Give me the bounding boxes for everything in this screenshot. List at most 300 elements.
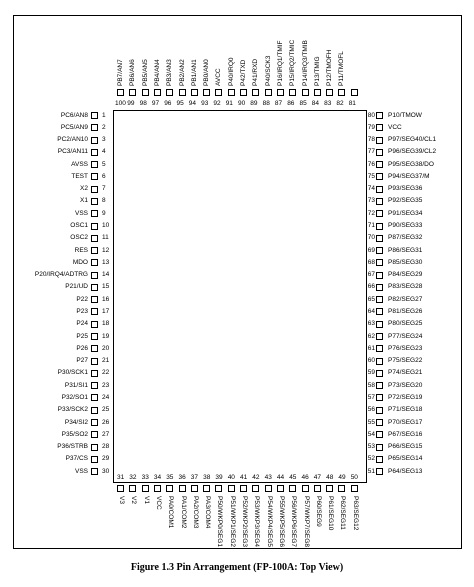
- pin-box: [376, 223, 383, 230]
- pin-number: 91: [225, 100, 233, 107]
- pin-number: 59: [367, 369, 375, 377]
- pin-label: P77/SEG24: [388, 332, 423, 340]
- pin-number: 45: [289, 474, 297, 481]
- pin-number: 54: [367, 430, 375, 438]
- pin-label: MDO: [72, 258, 88, 266]
- pin-number: 1: [102, 111, 106, 119]
- pin-label: PB4/AN4: [153, 59, 161, 86]
- pin-box: [302, 89, 309, 96]
- pin-number: 27: [102, 430, 110, 438]
- pin-label: P36/STRB: [57, 443, 88, 451]
- pin-box: [314, 485, 321, 492]
- pin-label: X1: [80, 197, 88, 205]
- pin-number: 64: [367, 307, 375, 315]
- pin-label: AVSS: [71, 160, 88, 168]
- pin-box: [91, 210, 98, 217]
- pin-label: P57/WKP7/SEG8: [302, 496, 310, 547]
- pin-box: [376, 345, 383, 352]
- pin-label: P40/SCK3: [264, 55, 272, 86]
- pin-box: [142, 89, 149, 96]
- pin-number: 55: [367, 418, 375, 426]
- pin-label: PA0/COM1: [167, 496, 175, 529]
- pin-number: 93: [201, 100, 209, 107]
- pin-number: 84: [311, 100, 320, 107]
- pin-label: P27: [76, 357, 88, 365]
- pin-number: 86: [287, 100, 295, 107]
- pin-label: PA3/COM4: [204, 496, 212, 529]
- pin-label: OSC2: [70, 234, 88, 242]
- pin-box: [376, 444, 383, 451]
- pin-number: 97: [151, 100, 160, 107]
- pin-box: [376, 149, 383, 156]
- pin-label: PB6/AN6: [129, 59, 137, 86]
- pin-box: [91, 272, 98, 279]
- pin-label: P86/SEG31: [388, 246, 423, 254]
- pin-box: [91, 345, 98, 352]
- pin-number: 76: [367, 160, 375, 168]
- pin-label: P66/SEG15: [388, 443, 423, 451]
- chip-package: [113, 110, 367, 483]
- pin-box: [376, 370, 383, 377]
- pin-box: [277, 89, 284, 96]
- pin-box: [129, 485, 136, 492]
- pin-label: P82/SEG27: [388, 295, 423, 303]
- pin-number: 8: [102, 197, 106, 205]
- pin-number: 69: [367, 246, 375, 254]
- pin-label: P93/SEG36: [388, 185, 423, 193]
- pin-box: [91, 247, 98, 254]
- pin-number: 67: [367, 271, 375, 279]
- pin-box: [338, 485, 345, 492]
- pin-number: 51: [367, 467, 375, 475]
- pin-box: [91, 407, 98, 414]
- pin-number: 42: [252, 474, 260, 481]
- pin-box: [215, 89, 222, 96]
- pin-box: [191, 89, 198, 96]
- pin-box: [376, 272, 383, 279]
- pin-number: 28: [102, 443, 110, 451]
- pin-box: [91, 112, 98, 119]
- pin-box: [91, 394, 98, 401]
- pin-box: [376, 235, 383, 242]
- pin-label: P52/WKP2/SEG3: [241, 496, 248, 547]
- pin-box: [351, 485, 358, 492]
- pin-label: P34/SI2: [64, 418, 88, 426]
- pin-label: P10/TMOW: [388, 111, 422, 119]
- pin-box: [91, 223, 98, 230]
- pin-label: P30/SCK1: [57, 369, 88, 377]
- pin-number: 82: [336, 100, 344, 107]
- pin-number: 79: [367, 123, 375, 131]
- pin-box: [91, 235, 98, 242]
- pin-box: [91, 124, 98, 131]
- pin-label: P42/TXD: [240, 59, 247, 86]
- pin-label: VSS: [74, 467, 88, 475]
- pin-number: 75: [367, 172, 375, 180]
- pin-label: P83/SEG28: [388, 283, 423, 291]
- pin-label: VCC: [154, 496, 162, 510]
- pin-box: [314, 89, 321, 96]
- pin-box: [376, 431, 383, 438]
- pin-number: 48: [326, 474, 334, 481]
- pin-number: 19: [102, 332, 110, 340]
- pin-label: P15/IRQ2/TMIC: [289, 39, 297, 86]
- pin-number: 41: [240, 474, 248, 481]
- pin-label: P24: [76, 320, 88, 328]
- pin-box: [91, 284, 98, 291]
- pin-box: [376, 284, 383, 291]
- pin-number: 24: [102, 393, 110, 401]
- pin-box: [91, 161, 98, 168]
- pin-label: OSC1: [70, 222, 88, 230]
- pin-number: 23: [102, 381, 110, 389]
- pin-number: 100: [115, 100, 126, 107]
- pin-number: 99: [127, 100, 135, 107]
- pin-box: [376, 124, 383, 131]
- pin-number: 83: [324, 100, 332, 107]
- pin-number: 49: [338, 474, 346, 481]
- pin-label: P85/SEG30: [388, 258, 423, 266]
- pin-number: 88: [262, 100, 270, 107]
- pin-label: P54/WKP4/SEG5: [265, 496, 273, 547]
- pin-number: 60: [367, 357, 375, 365]
- pin-number: 17: [102, 307, 110, 315]
- pin-number: 7: [102, 185, 106, 193]
- pin-label: VCC: [388, 123, 402, 131]
- pin-number: 3: [102, 136, 106, 144]
- pin-box: [376, 321, 383, 328]
- pin-box: [91, 431, 98, 438]
- pin-box: [376, 333, 383, 340]
- pin-label: P65/SEG14: [388, 455, 423, 463]
- pin-number: 26: [102, 418, 110, 426]
- pin-label: P11/TMOFL: [338, 51, 346, 86]
- pin-label: P64/SEG13: [388, 467, 423, 475]
- pin-number: 81: [348, 100, 356, 107]
- pin-label: TEST: [71, 172, 88, 180]
- pin-box: [240, 485, 247, 492]
- pin-box: [91, 333, 98, 340]
- pin-box: [91, 149, 98, 156]
- pin-number: 66: [367, 283, 375, 291]
- pin-label: P95/SEG38/DO: [388, 160, 434, 168]
- pin-label: P40/IRQ0: [227, 57, 235, 86]
- pin-label: P31/SI1: [64, 381, 88, 389]
- pin-number: 40: [227, 474, 235, 481]
- pin-number: 74: [367, 185, 375, 193]
- pin-number: 6: [102, 172, 106, 180]
- pin-box: [91, 419, 98, 426]
- pin-label: P16/IRQ1/TMIF: [276, 40, 284, 86]
- pin-label: P32/SO1: [61, 393, 88, 401]
- pin-number: 72: [367, 209, 375, 217]
- pin-box: [376, 247, 383, 254]
- pin-label: PA2/COM3: [191, 496, 199, 529]
- pin-label: PC2/AN10: [57, 136, 88, 144]
- figure-caption: Figure 1.3 Pin Arrangement (FP-100A: Top View): [130, 562, 344, 573]
- pin-number: 92: [213, 100, 221, 107]
- pin-number: 22: [102, 369, 110, 377]
- pin-box: [228, 485, 235, 492]
- pin-number: 77: [367, 148, 375, 156]
- pin-number: 50: [350, 474, 358, 481]
- pin-box: [129, 89, 136, 96]
- pin-label: P23: [76, 307, 88, 315]
- pin-number: 29: [102, 455, 110, 463]
- pin-box: [91, 296, 98, 303]
- pin-label: PB0/AN0: [203, 59, 211, 86]
- pin-box: [289, 89, 296, 96]
- pin-label: RES: [74, 246, 88, 254]
- pin-number: 2: [102, 123, 106, 131]
- pin-number: 47: [313, 474, 322, 481]
- pin-number: 15: [102, 283, 110, 291]
- pin-number: 98: [139, 100, 147, 107]
- pin-label: V2: [130, 496, 138, 504]
- pin-number: 56: [367, 406, 375, 414]
- pin-number: 68: [367, 258, 375, 266]
- pin-number: 20: [102, 344, 110, 352]
- pin-number: 30: [102, 467, 110, 475]
- pin-label: PC6/AN8: [60, 111, 88, 119]
- pin-number: 61: [367, 344, 375, 352]
- pin-label: P61/SEG10: [327, 496, 335, 531]
- pin-label: P12/TMOFH: [326, 49, 334, 86]
- pin-number: 32: [129, 474, 137, 481]
- pin-label: P90/SEG33: [388, 222, 423, 230]
- pin-label: P21/UD: [65, 283, 88, 291]
- pin-number: 4: [102, 148, 106, 156]
- pin-number: 71: [367, 222, 375, 230]
- pin-label: PB7/AN7: [117, 59, 124, 86]
- pin-box: [376, 161, 383, 168]
- pin-box: [91, 173, 98, 180]
- pin-label: P74/SEG21: [388, 369, 423, 377]
- pin-box: [376, 358, 383, 365]
- pin-box: [376, 394, 383, 401]
- pin-box: [91, 370, 98, 377]
- pin-label: PA1/COM2: [179, 496, 187, 529]
- pin-label: P72/SEG19: [388, 393, 423, 401]
- pin-box: [265, 89, 272, 96]
- pin-label: P60/SEG9: [314, 496, 322, 527]
- pin-box: [154, 485, 161, 492]
- pin-label: P97/SEG40/CL1: [388, 136, 437, 144]
- pin-box: [91, 444, 98, 451]
- pin-label: X2: [80, 185, 88, 193]
- pin-box: [265, 485, 272, 492]
- pin-number: 46: [301, 474, 309, 481]
- pin-box: [376, 296, 383, 303]
- pin-box: [91, 382, 98, 389]
- pin-number: 25: [102, 406, 110, 414]
- pin-box: [203, 485, 210, 492]
- pin-box: [351, 89, 358, 96]
- pin-label: P20/IRQ4/ADTRG: [34, 271, 88, 279]
- pin-label: P41/RXD: [252, 58, 260, 86]
- pin-box: [203, 89, 210, 96]
- pin-box: [91, 259, 98, 266]
- pin-number: 34: [153, 474, 162, 481]
- pin-label: P13/TMIG: [313, 56, 321, 86]
- pin-number: 70: [367, 234, 375, 242]
- pin-number: 53: [367, 443, 375, 451]
- pin-box: [338, 89, 345, 96]
- pin-box: [277, 485, 284, 492]
- pin-number: 58: [367, 381, 375, 389]
- pin-box: [376, 382, 383, 389]
- pin-number: 63: [367, 320, 375, 328]
- pin-number: 62: [367, 332, 375, 340]
- pin-box: [240, 89, 247, 96]
- pin-box: [376, 456, 383, 463]
- pin-box: [376, 198, 383, 205]
- pin-number: 16: [102, 295, 110, 303]
- pin-number: 39: [215, 474, 223, 481]
- pin-label: PC3/AN11: [57, 148, 88, 156]
- pin-label: P81/SEG26: [388, 307, 423, 315]
- pin-label: P55/WKP5/SEG6: [277, 496, 285, 547]
- pin-number: 57: [367, 393, 375, 401]
- pin-number: 85: [299, 100, 307, 107]
- pin-number: 18: [102, 320, 110, 328]
- pin-label: PC5/AN9: [60, 123, 88, 131]
- pin-number: 13: [102, 258, 110, 266]
- pin-number: 89: [250, 100, 258, 107]
- pin-label: PB2/AN2: [178, 59, 186, 86]
- pin-box: [117, 89, 124, 96]
- pin-number: 14: [102, 271, 110, 279]
- pin-number: 9: [102, 209, 106, 217]
- pin-number: 90: [238, 100, 246, 107]
- pin-label: P35/SO2: [61, 430, 88, 438]
- pin-number: 73: [367, 197, 375, 205]
- pin-label: PB5/AN5: [141, 59, 149, 86]
- pin-label: P80/SEG25: [388, 320, 423, 328]
- pin-box: [179, 485, 186, 492]
- pin-box: [166, 485, 173, 492]
- pin-label: P92/SEG35: [388, 197, 423, 205]
- pin-number: 78: [367, 136, 375, 144]
- pin-box: [191, 485, 198, 492]
- pin-box: [302, 485, 309, 492]
- pin-label: P94/SEG37/M: [388, 172, 430, 180]
- pin-box: [376, 210, 383, 217]
- pin-label: P67/SEG16: [388, 430, 423, 438]
- pin-box: [376, 407, 383, 414]
- pin-label: P37/CS: [65, 455, 88, 463]
- pin-box: [252, 89, 259, 96]
- pin-number: 94: [188, 100, 197, 107]
- pin-label: P76/SEG23: [388, 344, 423, 352]
- pin-label: P91/SEG34: [388, 209, 423, 217]
- pin-box: [326, 485, 333, 492]
- pin-label: P33/SCK2: [57, 406, 88, 414]
- pin-box: [376, 137, 383, 144]
- pin-number: 33: [141, 474, 149, 481]
- pin-label: PB3/AN3: [166, 59, 174, 86]
- pin-number: 96: [164, 100, 172, 107]
- pin-number: 11: [102, 234, 109, 242]
- pin-label: P25: [76, 332, 88, 340]
- pin-box: [376, 112, 383, 119]
- pin-label: AVCC: [215, 68, 223, 86]
- pin-box: [166, 89, 173, 96]
- pin-number: 35: [166, 474, 174, 481]
- pin-box: [376, 173, 383, 180]
- pin-number: 43: [264, 474, 272, 481]
- pin-label: P84/SEG29: [388, 271, 423, 279]
- pin-number: 5: [102, 160, 106, 168]
- pin-number: 87: [274, 100, 283, 107]
- pin-label: P96/SEG39/CL2: [388, 148, 437, 156]
- pin-box: [91, 358, 98, 365]
- pin-number: 95: [176, 100, 184, 107]
- pin-label: V1: [142, 496, 150, 504]
- pin-label: P63/SEG12: [351, 496, 359, 531]
- pin-box: [376, 468, 383, 475]
- pin-box: [289, 485, 296, 492]
- pin-number: 37: [190, 474, 199, 481]
- pin-box: [142, 485, 149, 492]
- pin-label: P73/SEG20: [388, 381, 423, 389]
- pin-box: [376, 419, 383, 426]
- pin-box: [91, 468, 98, 475]
- pin-label: P71/SEG18: [388, 406, 423, 414]
- pin-number: 80: [367, 111, 375, 119]
- pin-number: 31: [117, 474, 125, 481]
- pin-box: [91, 308, 98, 315]
- pin-box: [215, 485, 222, 492]
- pin-number: 65: [367, 295, 375, 303]
- pin-box: [179, 89, 186, 96]
- pin-label: P56/WKP6/SEG7: [290, 496, 298, 547]
- pin-box: [117, 485, 124, 492]
- pin-number: 12: [102, 246, 110, 254]
- pin-label: P70/SEG17: [388, 418, 423, 426]
- pin-number: 10: [102, 222, 110, 230]
- pin-box: [376, 259, 383, 266]
- pin-label: P14/IRQ3/TMIB: [301, 40, 309, 86]
- pin-label: P26: [76, 344, 88, 352]
- pin-label: V3: [118, 496, 125, 504]
- pin-label: PB1/AN1: [190, 59, 198, 86]
- pin-box: [91, 137, 98, 144]
- pin-box: [376, 308, 383, 315]
- pin-box: [91, 186, 98, 193]
- pin-box: [228, 89, 235, 96]
- pin-label: P87/SEG32: [388, 234, 423, 242]
- pin-label: P22: [76, 295, 88, 303]
- pin-box: [91, 456, 98, 463]
- pin-box: [91, 198, 98, 205]
- pin-box: [154, 89, 161, 96]
- pin-number: 38: [203, 474, 211, 481]
- pin-box: [91, 321, 98, 328]
- pin-number: 36: [178, 474, 186, 481]
- pin-number: 44: [276, 474, 285, 481]
- pin-label: P51/WKP1/SEG2: [228, 496, 236, 547]
- pin-box: [376, 186, 383, 193]
- pin-label: VSS: [74, 209, 88, 217]
- pin-box: [252, 485, 259, 492]
- pin-box: [326, 89, 333, 96]
- pin-number: 52: [367, 455, 375, 463]
- pin-label: P53/WKP3/SEG4: [253, 496, 261, 547]
- pin-label: P50/WKP0/SEG1: [216, 496, 224, 547]
- pin-label: P62/SEG11: [339, 496, 347, 530]
- pin-label: P75/SEG22: [388, 357, 423, 365]
